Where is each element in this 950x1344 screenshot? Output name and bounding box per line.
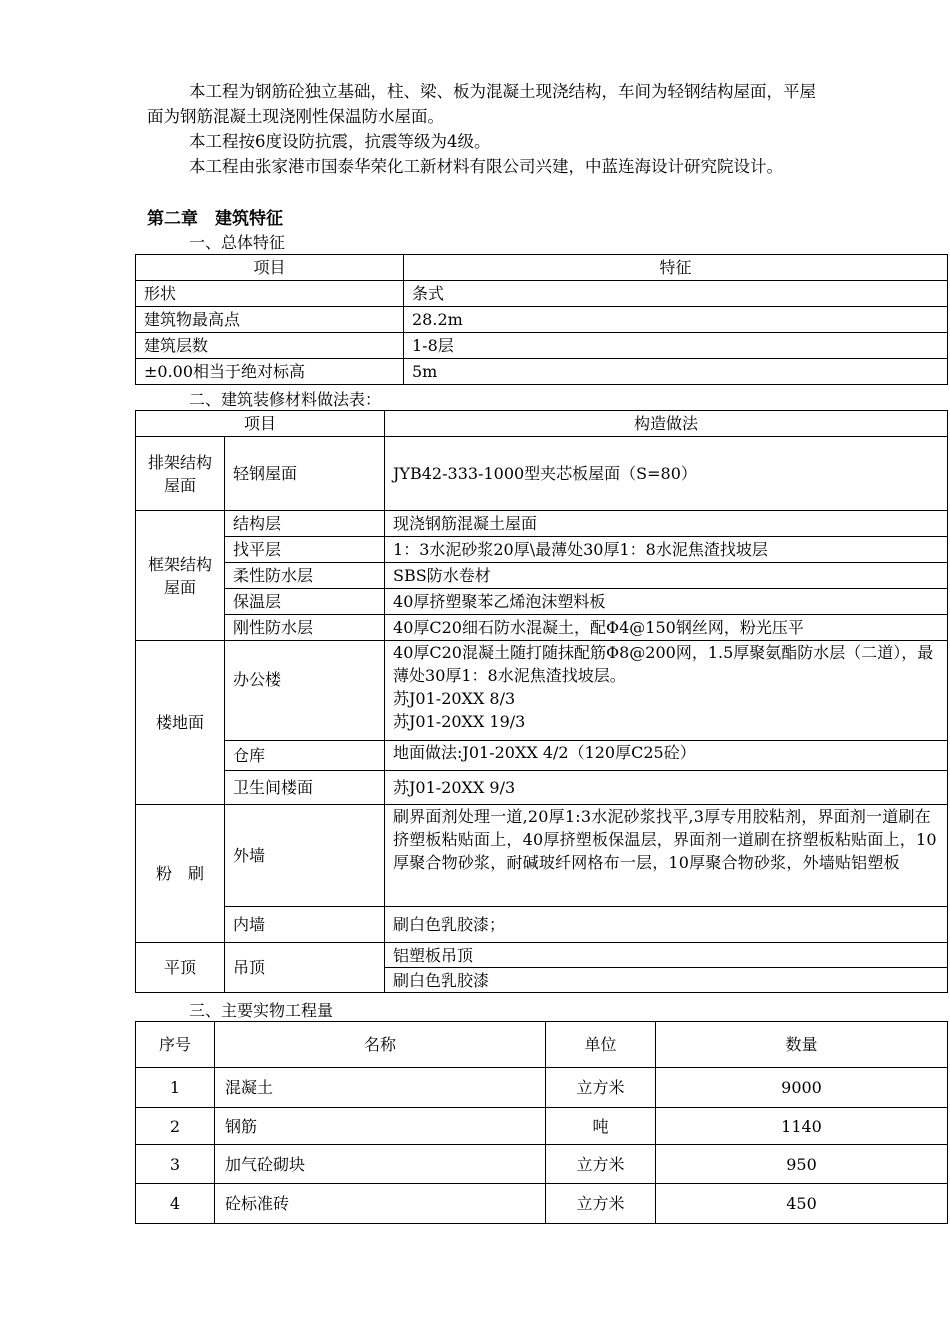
method-cell [385, 641, 948, 741]
table-cell: 形状 [136, 281, 404, 307]
table-cell: 立方米 [546, 1068, 656, 1108]
table-row [136, 805, 948, 907]
table-row [136, 307, 948, 333]
header-cell: 数量 [656, 1022, 948, 1068]
table-row [136, 907, 948, 943]
header-cell: 单位 [546, 1022, 656, 1068]
quantities-table [135, 1021, 948, 1224]
table-cell: 1-8层 [404, 333, 948, 359]
item-cell: 找平层 [225, 537, 385, 563]
item-cell: 仓库 [225, 741, 385, 771]
item-cell: 办公楼 [225, 641, 385, 741]
table-row [136, 1108, 948, 1145]
table-cell: 28.2m [404, 307, 948, 333]
group-name-cell: 排架结构屋面 [136, 437, 225, 511]
method-cell: 刷界面剂处理一道,20厚1:3水泥砂浆找平,3厚专用胶粘剂，界面剂一道刷在挤塑板粘贴面上，40厚挤塑板保温层，界面剂一道刷在挤塑板粘贴面上，10厚聚合物砂浆，耐碱玻纤网格布一层，10厚聚合物砂浆，外墙贴铝塑板 [385, 805, 948, 907]
item-cell: 柔性防水层 [225, 563, 385, 589]
method-cell: JYB42-333-1000型夹芯板屋面（S=80） [385, 437, 948, 511]
table-header-row [136, 255, 948, 281]
section3-title: 三、主要实物工程量 [189, 1001, 334, 1020]
method-cell: SBS防水卷材 [385, 563, 948, 589]
method-line: 40厚C20混凝土随打随抹配筋Φ8@200网，1.5厚聚氨酯防水层（二道），最薄处30厚1：8水泥焦渣找坡层。 [393, 643, 934, 685]
table-cell: 1140 [656, 1108, 948, 1145]
table-cell: 立方米 [546, 1145, 656, 1184]
method-cell: 40厚挤塑聚苯乙烯泡沫塑料板 [385, 589, 948, 615]
table-row [136, 281, 948, 307]
table-cell: 砼标准砖 [215, 1184, 546, 1224]
table-row [136, 1184, 948, 1224]
table-row [136, 641, 948, 741]
table-cell: 2 [136, 1108, 215, 1145]
table-cell: ±0.00相当于绝对标高 [136, 359, 404, 385]
table-cell: 加气砼砌块 [215, 1145, 546, 1184]
item-cell: 保温层 [225, 589, 385, 615]
table-row [136, 589, 948, 615]
table-row [136, 1068, 948, 1108]
table-cell: 条式 [404, 281, 948, 307]
table-row [136, 511, 948, 537]
method-line: 苏J01-20XX 19/3 [393, 712, 526, 731]
decoration-materials-table [135, 410, 948, 993]
table-cell: 5m [404, 359, 948, 385]
item-cell: 吊顶 [225, 943, 385, 993]
table-cell: 建筑物最高点 [136, 307, 404, 333]
table-cell: 950 [656, 1145, 948, 1184]
chapter-title: 第二章 建筑特征 [147, 209, 283, 229]
group-name-cell: 粉 刷 [136, 805, 225, 943]
group-name-cell: 框架结构屋面 [136, 511, 225, 641]
method-cell: 刷白色乳胶漆 [385, 968, 948, 993]
header-cell: 项目 [136, 255, 404, 281]
item-cell: 卫生间楼面 [225, 771, 385, 805]
method-cell: 铝塑板吊顶 [385, 943, 948, 968]
header-cell: 构造做法 [385, 411, 948, 437]
table-cell: 4 [136, 1184, 215, 1224]
intro-paragraph-2: 本工程按6度设防抗震，抗震等级为4级。 [189, 132, 491, 151]
table-cell: 9000 [656, 1068, 948, 1108]
table-header-row [136, 411, 948, 437]
group-name-cell: 平顶 [136, 943, 225, 993]
section2-title: 二、建筑装修材料做法表： [189, 390, 382, 409]
section1-title: 一、总体特征 [189, 233, 286, 252]
table-row [136, 437, 948, 511]
method-cell: 1：3水泥砂浆20厚\最薄处30厚1：8水泥焦渣找坡层 [385, 537, 948, 563]
table-cell: 建筑层数 [136, 333, 404, 359]
item-cell: 内墙 [225, 907, 385, 943]
header-cell: 名称 [215, 1022, 546, 1068]
table-cell: 混凝土 [215, 1068, 546, 1108]
intro-paragraph-3: 本工程由张家港市国泰华荣化工新材料有限公司兴建，中蓝连海设计研究院设计。 [189, 157, 783, 176]
table-row [136, 615, 948, 641]
table-row [136, 537, 948, 563]
group-name-cell: 楼地面 [136, 641, 225, 805]
header-cell: 特征 [404, 255, 948, 281]
table-row [136, 359, 948, 385]
intro-paragraph-1: 本工程为钢筋砼独立基础，柱、梁、板为混凝土现浇结构，车间为轻钢结构屋面，平屋面为钢筋混凝土现浇刚性保温防水屋面。 [147, 82, 816, 126]
table-row [136, 333, 948, 359]
table-row [136, 741, 948, 771]
overall-features-table [135, 254, 948, 385]
method-cell: 苏J01-20XX 9/3 [385, 771, 948, 805]
item-cell: 轻钢屋面 [225, 437, 385, 511]
header-cell: 序号 [136, 1022, 215, 1068]
method-cell: 现浇钢筋混凝土屋面 [385, 511, 948, 537]
item-cell: 外墙 [225, 805, 385, 907]
table-header-row [136, 1022, 948, 1068]
table-cell: 钢筋 [215, 1108, 546, 1145]
table-cell: 立方米 [546, 1184, 656, 1224]
table-cell: 3 [136, 1145, 215, 1184]
table-row [136, 563, 948, 589]
method-cell: 40厚C20细石防水混凝土，配Φ4@150钢丝网，粉光压平 [385, 615, 948, 641]
table-row [136, 771, 948, 805]
item-cell: 刚性防水层 [225, 615, 385, 641]
method-line: 苏J01-20XX 8/3 [393, 689, 516, 708]
table-row [136, 1145, 948, 1184]
table-cell: 吨 [546, 1108, 656, 1145]
header-cell: 项目 [136, 411, 385, 437]
table-cell: 450 [656, 1184, 948, 1224]
method-cell: 刷白色乳胶漆； [385, 907, 948, 943]
table-row [136, 943, 948, 968]
method-cell: 地面做法:J01-20XX 4/2（120厚C25砼） [385, 741, 948, 771]
item-cell: 结构层 [225, 511, 385, 537]
table-cell: 1 [136, 1068, 215, 1108]
